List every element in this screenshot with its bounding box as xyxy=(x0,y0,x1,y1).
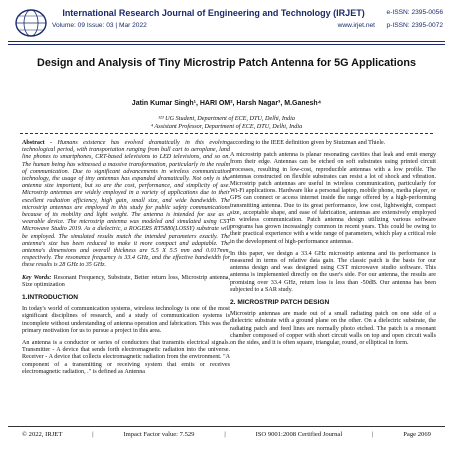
paper-title: Design and Analysis of Tiny Microstrip Patch Antenna for 5G Applications xyxy=(37,57,416,69)
page-footer xyxy=(22,431,431,438)
abstract-label: Abstract - xyxy=(22,140,53,146)
journal-title: International Research Journal of Engineering and Technology (IRJET) xyxy=(62,8,365,18)
irjet-logo-icon xyxy=(14,8,48,38)
journal-volume: Volume: 09 Issue: 03 | Mar 2022 xyxy=(52,22,147,29)
right-paragraph-3: In this paper, we design a 33.4 GHz microstrip antenna and its performance is measured in terms of relative data gain. The classic patch is the basis for our antenna design and was designed using CST microwave studio software. This antenna is implemented directly on the user's side. For our antenna, the results are promising over 33.4 GHz, return loss is less than -50dB. Our antenna has been subjected to a SAR study. xyxy=(230,250,436,293)
footer-rule xyxy=(8,426,445,427)
section-separator xyxy=(20,133,433,134)
footer-iso: ISO 9001:2008 Certified Journal xyxy=(255,431,343,438)
abstract xyxy=(22,140,230,270)
e-issn: e-ISSN: 2395-0056 xyxy=(386,9,443,16)
keywords xyxy=(22,275,230,289)
design-heading: 2. MICROSTRIP PATCH DESIGN xyxy=(230,299,330,307)
journal-header xyxy=(8,6,445,42)
affiliation-students: ¹²³ UG Student, Department of ECE, DTU, Delhi, India xyxy=(158,115,295,122)
left-column xyxy=(22,140,230,381)
footer-divider: | xyxy=(372,431,374,438)
footer-page: Page 2069 xyxy=(403,431,431,438)
intro-paragraph-2: An antenna is a conductor or series of conductors that transmits electrical signals. Transmitter - A device that sends forth electromagnetic radiation into the universe. Receiver - A device that collects electromagnetic radiation from the environment. "A component of a transmitting or receiving system that emits or receives electromagnetic radiation, ." is defined as Antenna xyxy=(22,340,230,375)
intro-paragraph-1: In today's world of communication systems, wireless technology is one of the most significant disciplines of research, and a study of communication systems is incomplete without understanding of antenna operation and fabrication. This was the primary motivation for us to pursue a project in this area. xyxy=(22,306,230,334)
affiliation-professor: ⁴ Assistant Professor, Department of ECE, DTU, Delhi, India xyxy=(150,123,303,130)
right-paragraph-2: A microstrip patch antenna is planar resonating cavities that leak and emit energy from their edge. Antennas can be etched on soft substrates using printed circuit processes, resulting in low-cost, reproducible antennas with a low profile. The antennas constructed on flexible substrates can resist a lot of shock and vibration. Microstrip patch antennas are useful in wireless communication, particularly for Wi-Fi applications. Hardware like a personal laptop, mobile phone, media player, or GPS can connect or access internet inside the range offered by a high-performing transmitting antenna. Due to its great performance, low cost, lightweight, compact size, acceptable shape, and ease of fabrication, antennas are extensively employed in wireless communication. Patch antenna design utilizing various software programs has grown increasingly common in recent years. This could be owing to their practical experience with a wide range of parameters, which play a critical role in the development of high-performance antennas. xyxy=(230,152,436,245)
design-paragraph-1: Microstrip antennas are made out of a small radiating patch on one side of a dielectric substrate with a ground plane on the other. On a dielectric substrate, the radiating patch and feed lines are normally photo etched. The patch is a resonant chamber composed of copper with short circuit walls on top and open circuit walls on the sides, and it is often square, triangular, round, or elliptical in form. xyxy=(230,311,436,347)
footer-divider: | xyxy=(224,431,226,438)
p-issn: p-ISSN: 2395-0072 xyxy=(386,22,443,29)
intro-heading: 1.INTRODUCTION xyxy=(22,294,79,302)
header-rule-thin xyxy=(8,44,445,45)
abstract-text: Humans existence has evolved dramatically in this evolving technological period, with transportation ranging from bull cart to aeroplane, land line phones to smartphones, CRT-based televisions to LED televisions, and so on. The human being has witnessed a massive transformation, particularly in the realm of communication. Due to significant advancements in wireless communication technology, the usage of tiny antennas has expanded dramatically. Not only is the antenna size important, but so are the cost, performance, and simplicity of use. Microstrip antennas are widely employed in a variety of applications due to their excellent radiation efficiency, high gain, small size, and wide bandwidth. The microstrip antennas are employed in this study for public safety communications because of its mobility and light weight. The antenna is intended for use as a wearable device. The microstrip antenna was modeled and simulated using CST Microwave Studio 2019. As a dielectric, a ROGERS RT5880(LOSSY) substrate will be employed. The simulated results match the intended parameters exactly. The antenna's size has been reduced to make it more compact and adaptable. The antenna's dimensions and overall thickness are 5.5 X 5.5 mm and 0.017mm, respectively. The resonance frequency is 33.4 GHz, and the effective bandwidth for these results is 28 GHz to 35 GHz. xyxy=(22,140,231,269)
journal-website[interactable]: www.irjet.net xyxy=(337,22,375,29)
right-paragraph-1: according to the IEEE definition given by Stutzman and Thiele. xyxy=(230,140,386,146)
footer-divider: | xyxy=(92,431,94,438)
footer-impact: Impact Factor value: 7.529 xyxy=(123,431,195,438)
header-rule xyxy=(8,41,445,42)
keywords-text: Resonant Frequency, Substrate, Better return loss, Microstrip antenna, Size optimization xyxy=(22,274,230,288)
journal-subline xyxy=(52,22,375,29)
right-column xyxy=(230,140,436,352)
footer-copyright: © 2022, IRJET xyxy=(22,431,63,438)
paper-authors: Jatin Kumar Singh¹, HARI OM², Harsh Nagar³, M.Ganesh⁴ xyxy=(131,100,322,107)
keywords-label: Key Words: xyxy=(22,274,52,281)
